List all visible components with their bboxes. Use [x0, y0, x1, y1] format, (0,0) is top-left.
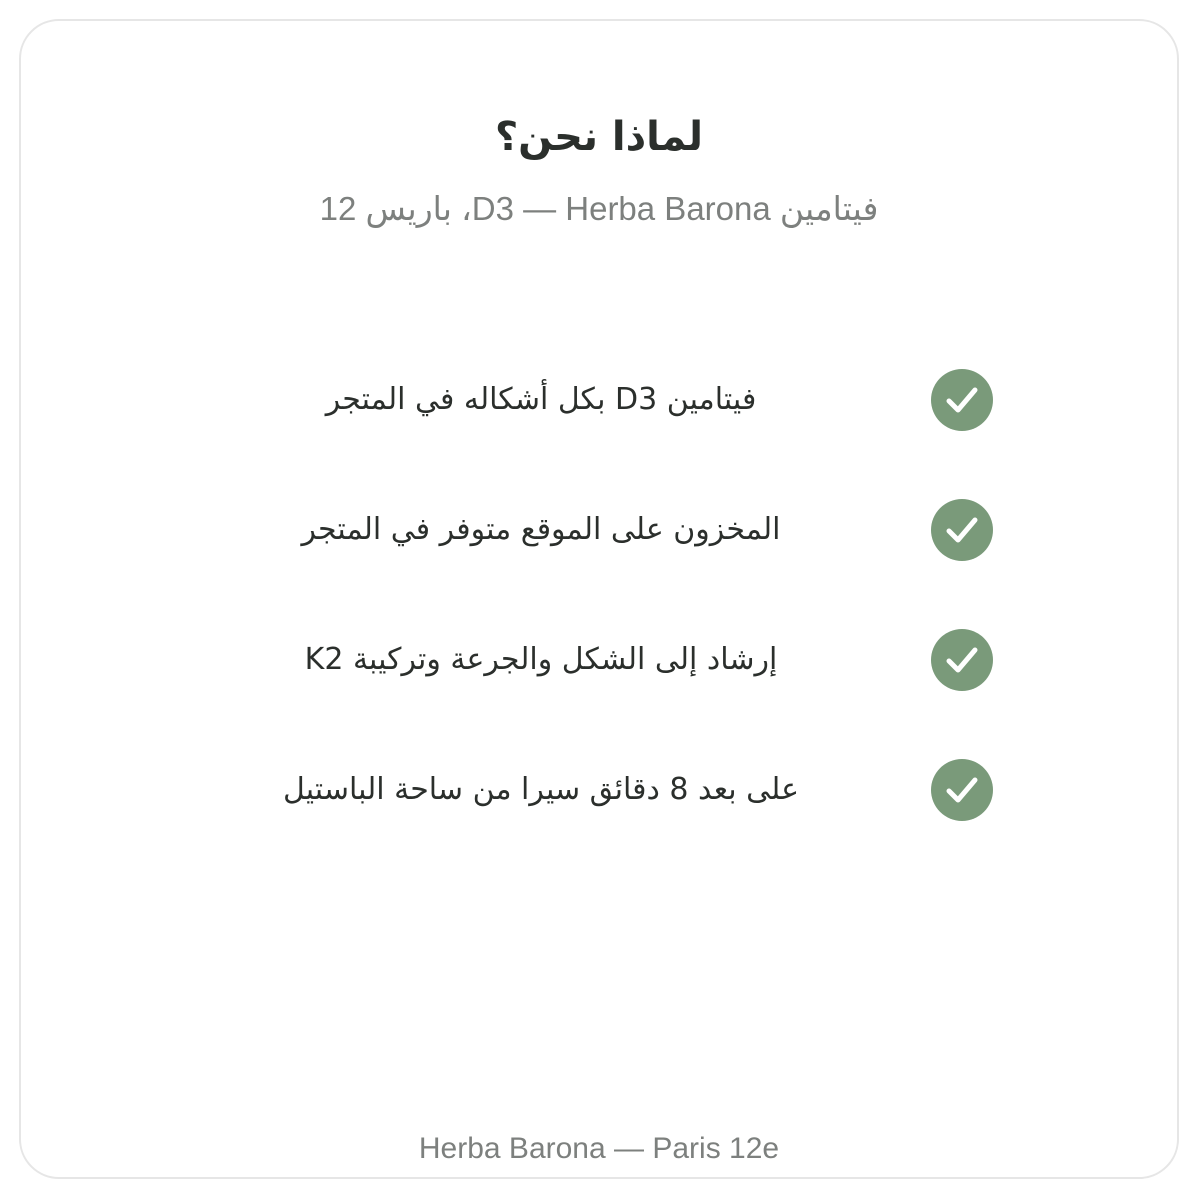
check-circle-icon — [931, 759, 993, 821]
feature-label: المخزون على الموقع متوفر في المتجر — [301, 512, 781, 547]
feature-row — [21, 759, 1177, 823]
feature-row — [21, 369, 1177, 433]
check-circle-icon — [931, 369, 993, 431]
card — [19, 19, 1179, 1179]
footer-text: Herba Barona — Paris 12e — [418, 1132, 780, 1165]
feature-label: فيتامين D3 بكل أشكاله في المتجر — [325, 382, 757, 417]
feature-label: إرشاد إلى الشكل والجرعة وتركيبة K2 — [304, 642, 778, 677]
feature-list — [21, 21, 1177, 1177]
feature-label: على بعد 8 دقائق سيرا من ساحة الباستيل — [283, 772, 799, 807]
page-title: لماذا نحن؟ — [494, 114, 704, 160]
feature-row — [21, 629, 1177, 693]
check-circle-icon — [931, 499, 993, 561]
check-circle-icon — [931, 629, 993, 691]
page-subtitle: فيتامين D3 — Herba Barona، باريس 12 — [319, 190, 879, 227]
feature-row — [21, 499, 1177, 563]
